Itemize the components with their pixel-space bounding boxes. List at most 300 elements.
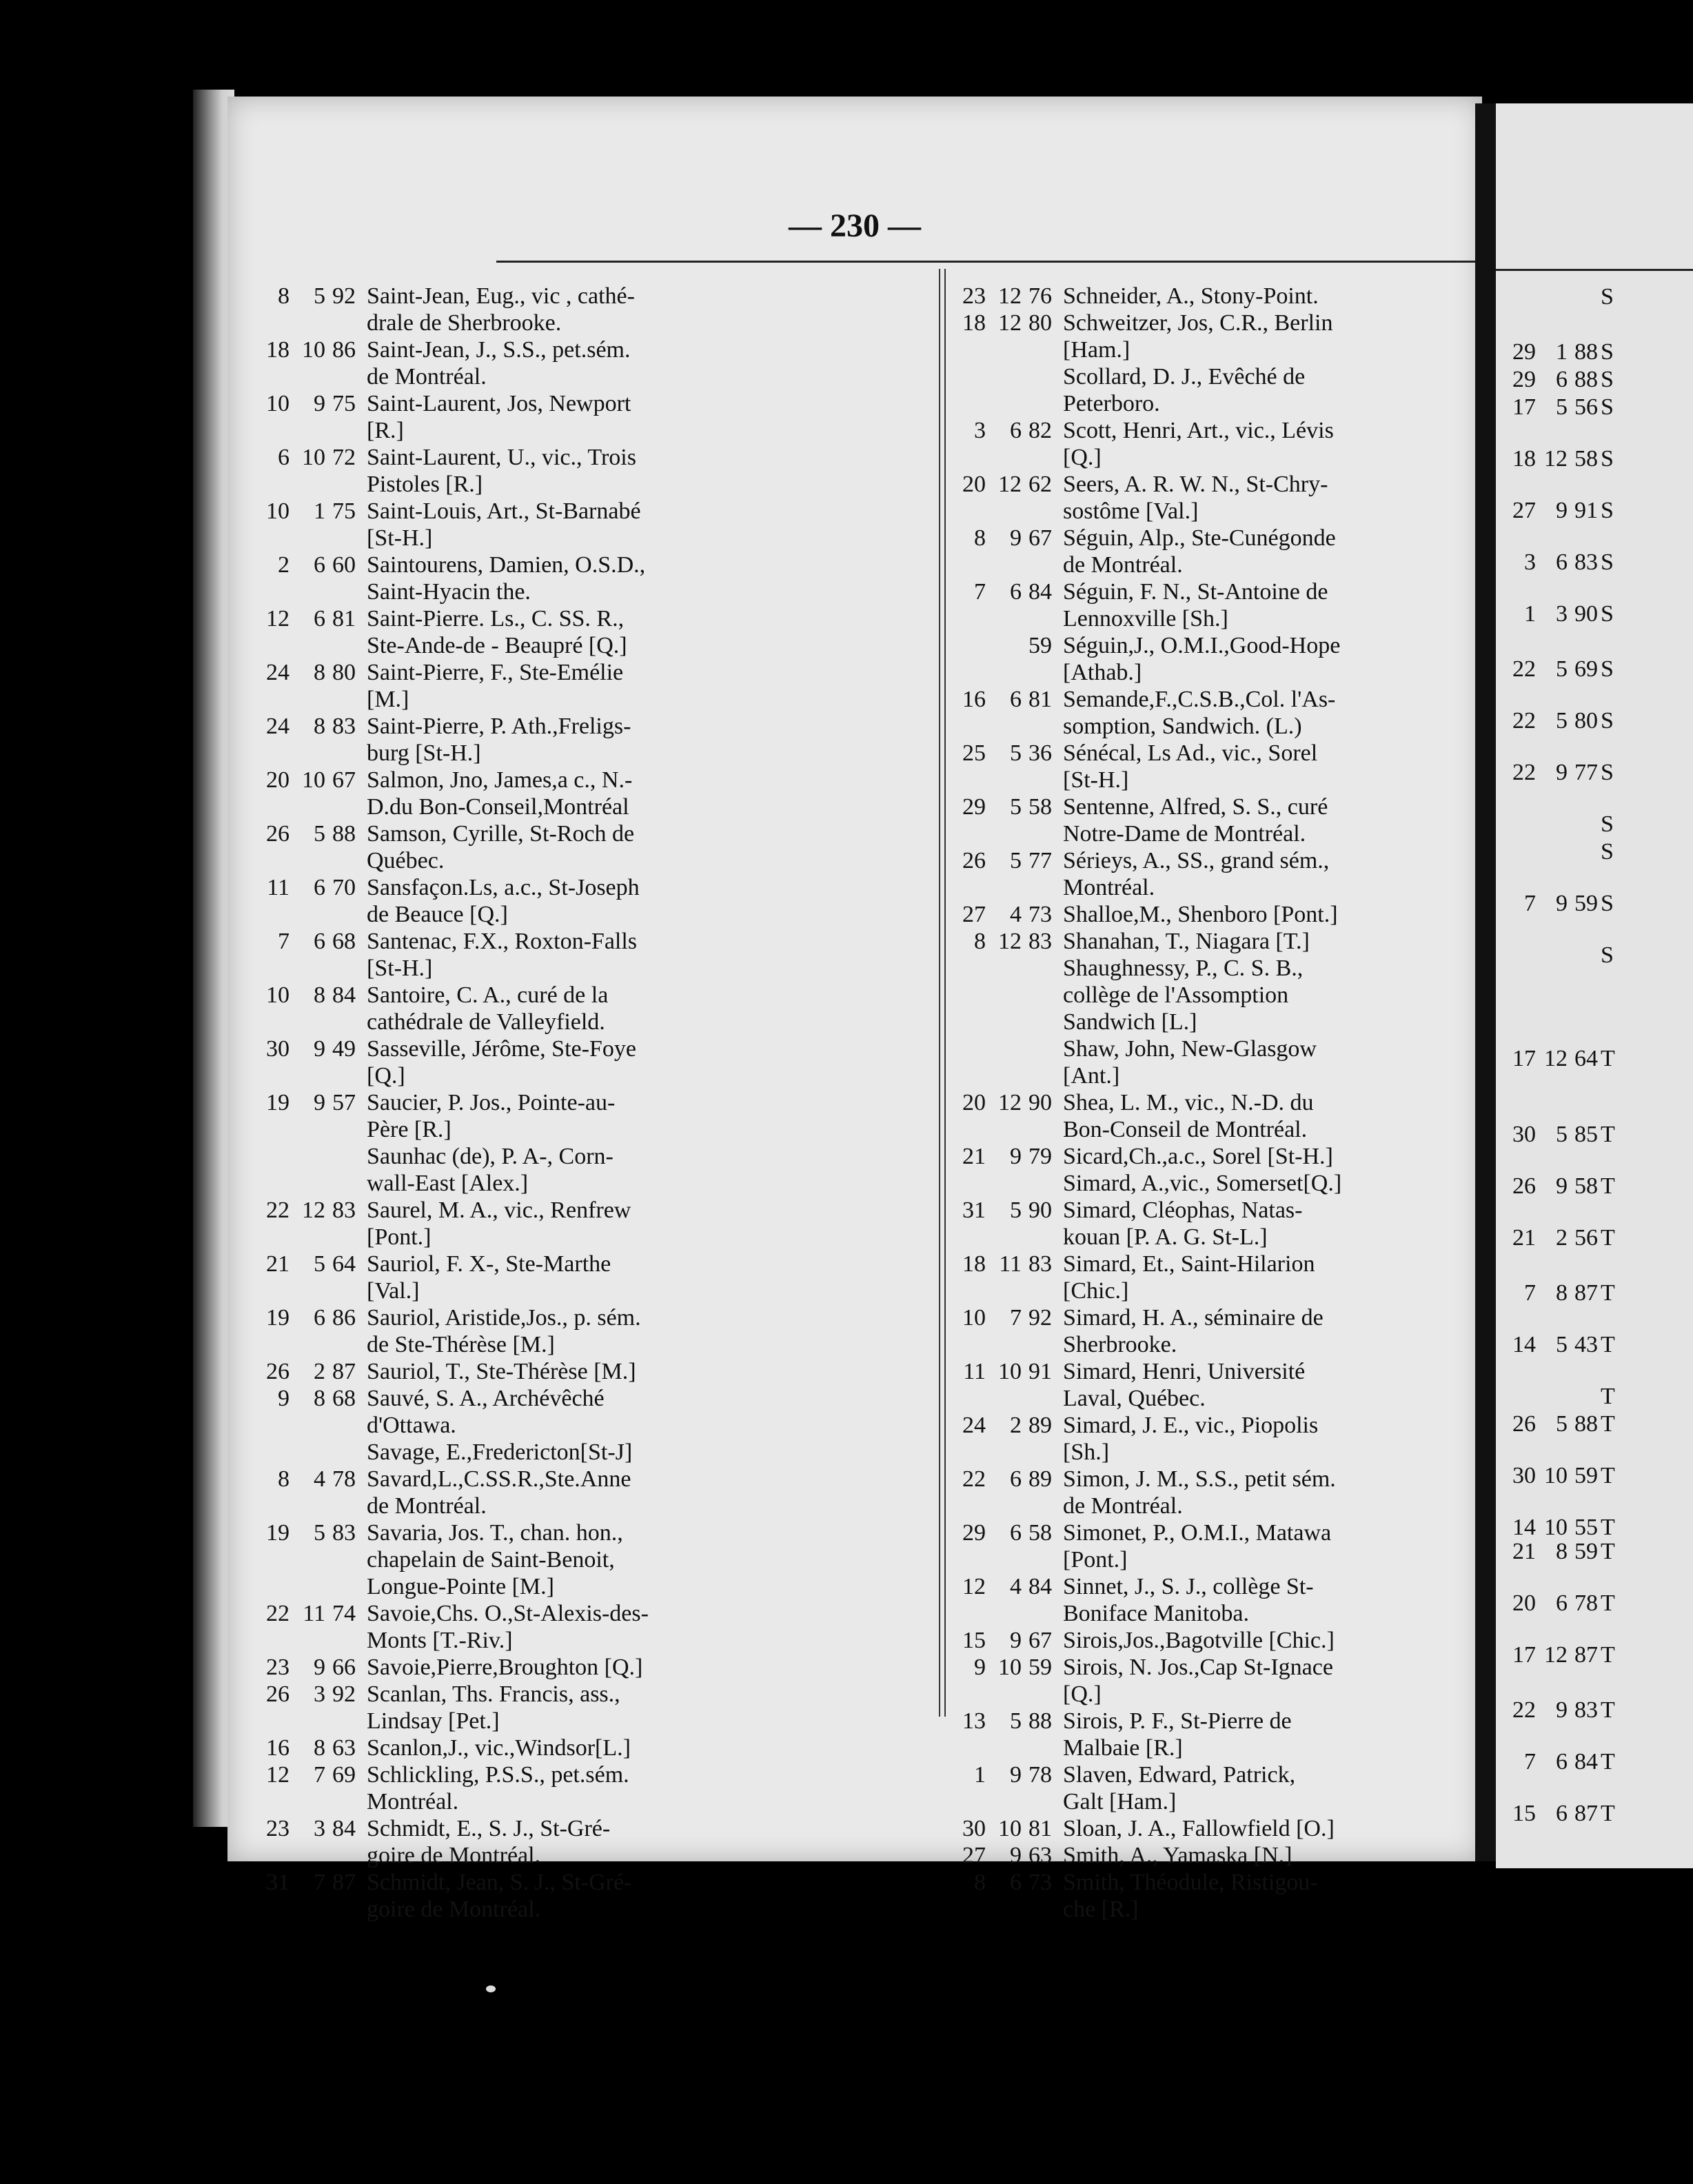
left-column (255, 283, 725, 1923)
entry-numbers (255, 605, 356, 632)
entry-number-n1: 18 (962, 1251, 986, 1277)
adjacent-page-cell: 88 (1574, 339, 1598, 365)
adjacent-page-cell (1536, 284, 1568, 310)
adjacent-page-row (1503, 1801, 1621, 1827)
entry-number-n2: 5 (314, 1251, 325, 1277)
entry-numbers (951, 901, 1052, 928)
adjacent-page-cell: 6 (1556, 367, 1568, 392)
entry-text: Sauvé, S. A., Archévêché d'Ottawa. (367, 1386, 605, 1438)
adjacent-page-row (1503, 1280, 1621, 1306)
list-item (255, 552, 725, 605)
list-item (255, 1251, 725, 1304)
entry-number-n2: 1 (314, 498, 325, 524)
list-item (951, 1170, 1421, 1197)
entry-number-n3: 84 (1028, 579, 1052, 605)
entry-number-n3: 80 (1028, 310, 1052, 336)
adjacent-page-cell: 5 (1556, 656, 1568, 682)
list-item (951, 578, 1421, 632)
entry-number-n1: 3 (974, 418, 986, 443)
adjacent-page-cell: 8 (1556, 1539, 1568, 1564)
entry-number-n1: 7 (278, 929, 290, 954)
list-item (255, 659, 725, 713)
list-item (255, 336, 725, 390)
entry-number-n2: 9 (1010, 1762, 1022, 1788)
list-item (951, 928, 1421, 955)
entry-numbers (951, 632, 1052, 659)
entry-text: Savage, E.,Fredericton[St-J] (367, 1439, 633, 1465)
adjacent-page-cell: S (1601, 760, 1614, 785)
adjacent-page-cell: 55 (1574, 1515, 1598, 1540)
entry-number-n2: 6 (314, 929, 325, 954)
adjacent-page-cell: 6 (1556, 1590, 1568, 1616)
adjacent-page-cell: S (1601, 839, 1614, 865)
entry-text: Séguin, F. N., St-Antoine de Lennoxville [Sh.] (1063, 579, 1328, 631)
adjacent-page-cell: T (1601, 1046, 1615, 1071)
entry-numbers (951, 1143, 1052, 1170)
entry-number-n1: 23 (266, 1816, 290, 1841)
adjacent-page-cell: 5 (1556, 1332, 1568, 1357)
adjacent-page-cell: S (1601, 891, 1614, 916)
entry-numbers (255, 767, 356, 793)
entry-number-n2: 5 (314, 283, 325, 309)
entry-text: Schmidt, E., S. J., St-Gré- goire de Montréal. (367, 1816, 611, 1868)
entry-text: Smith, Théodule, Ristigou- che [R.] (1063, 1870, 1318, 1922)
entry-numbers (255, 1197, 356, 1224)
adjacent-page-row (1503, 1046, 1621, 1072)
entry-text: Shanahan, T., Niagara [T.] (1063, 929, 1310, 954)
entry-number-n1: 31 (266, 1870, 290, 1895)
adjacent-page-cell: S (1601, 549, 1614, 575)
entry-text: Sasseville, Jérôme, Ste-Foye [Q.] (367, 1036, 636, 1089)
entry-number-n2: 5 (314, 1520, 325, 1546)
entry-number-n3: 86 (332, 1305, 356, 1331)
entry-number-n1: 20 (962, 472, 986, 497)
entry-number-n3: 58 (1028, 1520, 1052, 1546)
entry-number-n3: 67 (1028, 525, 1052, 551)
entry-number-n2: 12 (302, 1197, 325, 1223)
entry-number-n3: 64 (332, 1251, 356, 1277)
list-item (951, 1842, 1421, 1869)
entry-text: Simard, Henri, Université Laval, Québec. (1063, 1359, 1306, 1411)
entry-number-n3: 84 (332, 1816, 356, 1841)
entry-number-n2: 4 (314, 1466, 325, 1492)
entry-text: Sauriol, Aristide,Jos., p. sém. de Ste-Thérèse [M.] (367, 1305, 641, 1357)
entry-numbers (951, 1708, 1052, 1735)
entry-number-n3: 83 (1028, 1251, 1052, 1277)
entry-number-n1: 27 (962, 1843, 986, 1868)
entry-text: Sauriol, T., Ste-Thérèse [M.] (367, 1359, 636, 1384)
entry-number-n3: 92 (332, 283, 356, 309)
adjacent-page-cell (1536, 942, 1568, 969)
entry-number-n3: 81 (332, 606, 356, 631)
adjacent-page-cell: T (1601, 1642, 1615, 1668)
entry-number-n3: 72 (332, 445, 356, 470)
adjacent-page-row (1503, 839, 1621, 865)
entry-numbers (255, 1251, 356, 1277)
page-speck (486, 1985, 496, 1992)
entry-number-n3: 57 (332, 1090, 356, 1115)
adjacent-page-cell: 9 (1556, 498, 1568, 523)
entry-numbers (255, 982, 356, 1009)
adjacent-page-cell (1568, 1384, 1598, 1410)
entry-text: Saint-Pierre, F., Ste-Emélie [M.] (367, 660, 624, 712)
adjacent-page-row (1503, 1411, 1621, 1437)
entry-number-n3: 90 (1028, 1090, 1052, 1115)
entry-number-n2: 11 (999, 1251, 1022, 1277)
entry-number-n1: 29 (962, 1520, 986, 1546)
entry-text: Scanlan, Ths. Francis, ass., Lindsay [Pet.] (367, 1681, 620, 1734)
adjacent-page-cell: S (1601, 811, 1614, 837)
entry-numbers (255, 444, 356, 471)
adjacent-page-cell: T (1601, 1122, 1615, 1147)
entry-numbers (255, 928, 356, 955)
adjacent-page-row (1503, 601, 1621, 627)
entry-text: Smith, A., Yamaska [N.] (1063, 1843, 1292, 1868)
adjacent-page-cell: 22 (1512, 656, 1536, 682)
entry-number-n2: 7 (314, 1870, 325, 1895)
entry-numbers (255, 713, 356, 740)
entry-number-n3: 84 (332, 982, 356, 1008)
entry-number-n1: 23 (962, 283, 986, 309)
adjacent-page-cell: 8 (1556, 1280, 1568, 1306)
entry-number-n3: 59 (1028, 633, 1052, 658)
entry-number-n1: 16 (266, 1735, 290, 1761)
list-item (255, 1439, 725, 1466)
list-item (951, 632, 1421, 686)
entry-number-n1: 29 (962, 794, 986, 820)
entry-number-n3: 83 (332, 1197, 356, 1223)
list-item (255, 1304, 725, 1358)
adjacent-page-cell: 9 (1556, 891, 1568, 916)
adjacent-page-cell: 78 (1574, 1590, 1598, 1616)
entry-numbers (951, 1869, 1052, 1896)
adjacent-page-row (1503, 1225, 1621, 1251)
adjacent-page-row (1503, 891, 1621, 917)
adjacent-page-cell: 87 (1574, 1801, 1598, 1826)
header-rule (496, 261, 1475, 263)
adjacent-page-row (1503, 339, 1621, 365)
entry-numbers (255, 1869, 356, 1896)
entry-number-n3: 66 (332, 1655, 356, 1680)
adjacent-page-cell: 22 (1512, 1697, 1536, 1723)
entry-number-n2: 8 (314, 982, 325, 1008)
adjacent-page-cell: 85 (1574, 1122, 1598, 1147)
entry-number-n1: 10 (266, 498, 290, 524)
entry-number-n1: 20 (266, 767, 290, 793)
adjacent-page-cell (1536, 1384, 1568, 1410)
entry-number-n3: 70 (332, 875, 356, 900)
adjacent-page-cell: 7 (1524, 1749, 1536, 1775)
entry-text: Sicard,Ch.,a.c., Sorel [St-H.] (1063, 1144, 1333, 1169)
adjacent-page-cell: 6 (1556, 549, 1568, 575)
adjacent-page-cell: 9 (1556, 760, 1568, 785)
entry-numbers (951, 1304, 1052, 1331)
entry-number-n2: 5 (1010, 794, 1022, 820)
entry-text: Shaw, John, New-Glasgow [Ant.] (1063, 1036, 1317, 1089)
entry-numbers (951, 847, 1052, 874)
adjacent-page-row (1503, 1642, 1621, 1668)
list-item (951, 1654, 1421, 1708)
entry-number-n1: 23 (266, 1655, 290, 1680)
adjacent-page-cell: 2 (1556, 1225, 1568, 1251)
adjacent-page-cell: T (1601, 1590, 1615, 1616)
entry-number-n2: 6 (1010, 1466, 1022, 1492)
entry-text: Scollard, D. J., Evêché de Peterboro. (1063, 364, 1306, 416)
list-item (951, 1089, 1421, 1143)
entry-number-n3: 74 (332, 1601, 356, 1626)
entry-text: Samson, Cyrille, St-Roch de Québec. (367, 821, 635, 873)
list-item (951, 1304, 1421, 1358)
list-item (255, 390, 725, 444)
entry-number-n3: 80 (332, 660, 356, 685)
entry-text: Saint-Jean, J., S.S., pet.sém. de Montréal. (367, 337, 631, 390)
adjacent-page-cell: T (1601, 1411, 1615, 1437)
entry-numbers (951, 1197, 1052, 1224)
entry-number-n2: 9 (1010, 525, 1022, 551)
entry-numbers (951, 417, 1052, 444)
adjacent-page-cell: 1 (1524, 601, 1536, 627)
adjacent-page-cell: 84 (1574, 1749, 1598, 1775)
entry-text: Saint-Laurent, U., vic., Trois Pistoles [R.] (367, 445, 636, 497)
adjacent-page-row (1503, 1332, 1621, 1358)
adjacent-page-cell: 58 (1574, 446, 1598, 472)
adjacent-page-row (1503, 284, 1621, 310)
entry-number-n3: 59 (1028, 1655, 1052, 1680)
list-item (951, 525, 1421, 578)
entry-numbers (255, 552, 356, 578)
adjacent-page-cell: 17 (1512, 1046, 1536, 1071)
entry-numbers (255, 283, 356, 310)
entry-text: Shea, L. M., vic., N.-D. du Bon-Conseil de Montréal. (1063, 1090, 1314, 1142)
adjacent-page-cell: 56 (1574, 394, 1598, 420)
adjacent-page-cell: 64 (1574, 1046, 1598, 1071)
entry-number-n1: 12 (266, 1762, 290, 1788)
list-item (255, 283, 725, 336)
entry-number-n3: 81 (1028, 687, 1052, 712)
adjacent-page-cell: S (1601, 498, 1614, 523)
entry-number-n1: 6 (278, 445, 290, 470)
list-item (951, 471, 1421, 525)
entry-number-n1: 21 (266, 1251, 290, 1277)
entry-text: Simard, Cléophas, Natas- kouan [P. A. G. St-L.] (1063, 1197, 1303, 1250)
entry-number-n3: 83 (332, 714, 356, 739)
adjacent-page-cell: 10 (1544, 1463, 1568, 1488)
list-item (951, 1573, 1421, 1627)
entry-numbers (255, 498, 356, 525)
entry-number-n3: 86 (332, 337, 356, 363)
entry-number-n1: 7 (974, 579, 986, 605)
list-item (951, 1708, 1421, 1761)
entry-numbers (255, 1089, 356, 1116)
entry-text: Simon, J. M., S.S., petit sém. de Montréal. (1063, 1466, 1336, 1519)
entry-numbers (951, 1519, 1052, 1546)
entry-text: Sénécal, Ls Ad., vic., Sorel [St-H.] (1063, 740, 1318, 793)
entry-text: Schweitzer, Jos, C.R., Berlin [Ham.] (1063, 310, 1333, 363)
adjacent-page-row (1503, 760, 1621, 786)
entry-number-n1: 15 (962, 1628, 986, 1653)
adjacent-page-cell: 5 (1556, 1411, 1568, 1437)
adjacent-page-cell: 5 (1556, 708, 1568, 734)
entry-number-n1: 8 (278, 283, 290, 309)
entry-text: Simard, A.,vic., Somerset[Q.] (1063, 1171, 1342, 1196)
adjacent-page-cell: 69 (1574, 656, 1598, 682)
entry-numbers (255, 1466, 356, 1493)
entry-number-n1: 22 (266, 1197, 290, 1223)
adjacent-page-cell: 15 (1512, 1801, 1536, 1826)
entry-numbers (951, 740, 1052, 767)
entry-text: Shalloe,M., Shenboro [Pont.] (1063, 902, 1338, 927)
entry-text: Saurel, M. A., vic., Renfrew [Pont.] (367, 1197, 631, 1250)
adjacent-page-cell (1503, 1384, 1536, 1410)
entry-number-n3: 87 (332, 1359, 356, 1384)
entry-text: Slaven, Edward, Patrick, Galt [Ham.] (1063, 1762, 1296, 1814)
adjacent-page-cell: 14 (1512, 1332, 1536, 1357)
list-item (255, 1869, 725, 1923)
list-item (951, 1035, 1421, 1089)
entry-number-n3: 69 (332, 1762, 356, 1788)
entry-number-n1: 10 (962, 1305, 986, 1331)
entry-numbers (255, 1681, 356, 1708)
entry-number-n1: 31 (962, 1197, 986, 1223)
entry-number-n3: 81 (1028, 1816, 1052, 1841)
entry-number-n2: 7 (1010, 1305, 1022, 1331)
entry-numbers (951, 578, 1052, 605)
list-item (951, 793, 1421, 847)
adjacent-page-cell: 9 (1556, 1173, 1568, 1199)
list-item (255, 928, 725, 982)
entry-number-n3: 75 (332, 391, 356, 416)
list-item (951, 283, 1421, 310)
entry-number-n1: 11 (963, 1359, 986, 1384)
adjacent-page-cell: T (1601, 1384, 1615, 1409)
adjacent-page-cell: 88 (1574, 1411, 1598, 1437)
entry-number-n3: 84 (1028, 1574, 1052, 1599)
adjacent-page-cell: 5 (1556, 1122, 1568, 1147)
entry-number-n2 (986, 632, 1022, 659)
list-item (255, 1035, 725, 1089)
adjacent-page-cell (1503, 942, 1536, 969)
list-item (255, 1735, 725, 1761)
list-item (951, 1815, 1421, 1842)
entry-numbers (951, 1251, 1052, 1277)
entry-numbers (255, 1735, 356, 1761)
adjacent-page-cell: T (1601, 1225, 1615, 1251)
list-item (255, 1654, 725, 1681)
adjacent-page-cell: 59 (1574, 891, 1598, 916)
entry-number-n2: 4 (1010, 1574, 1022, 1599)
list-item (951, 1761, 1421, 1815)
adjacent-page-cell: 59 (1574, 1463, 1598, 1488)
entry-text: Savard,L.,C.SS.R.,Ste.Anne de Montréal. (367, 1466, 631, 1519)
entry-number-n3: 36 (1028, 740, 1052, 766)
entry-number-n2: 7 (314, 1762, 325, 1788)
entry-number-n1: 16 (962, 687, 986, 712)
entry-text: Schmidt, Jean, S. J., St-Gré- goire de Montréal. (367, 1870, 632, 1922)
entry-number-n3: 82 (1028, 418, 1052, 443)
adjacent-page-cell: 90 (1574, 601, 1598, 627)
entry-text: Saintourens, Damien, O.S.D., Saint-Hyacin the. (367, 552, 646, 605)
entry-text: Salmon, Jno, James,a c., N.- D.du Bon-Conseil,Montréal (367, 767, 633, 820)
entry-number-n1: 10 (266, 391, 290, 416)
adjacent-page-cell (1503, 284, 1536, 310)
adjacent-page-cell: S (1601, 284, 1614, 310)
entry-text: Saunhac (de), P. A-, Corn- wall-East [Alex.] (367, 1144, 614, 1196)
entry-text: Seers, A. R. W. N., St-Chry- sostôme [Val.] (1063, 472, 1328, 524)
entry-number-n2: 9 (1010, 1628, 1022, 1653)
entry-text: Simonet, P., O.M.I., Matawa [Pont.] (1063, 1520, 1332, 1573)
adjacent-page-cell: 21 (1512, 1539, 1536, 1564)
entry-numbers (951, 471, 1052, 498)
entry-number-n2: 6 (1010, 1870, 1022, 1895)
adjacent-page-cell: 83 (1574, 549, 1598, 575)
entry-number-n2: 5 (1010, 740, 1022, 766)
entry-number-n3: 89 (1028, 1466, 1052, 1492)
entry-text: Sirois, P. F., St-Pierre de Malbaie [R.] (1063, 1708, 1292, 1761)
adjacent-page-row (1503, 656, 1621, 682)
entry-number-n2: 4 (1010, 902, 1022, 927)
entry-text: Saucier, P. Jos., Pointe-au- Père [R.] (367, 1090, 616, 1142)
adjacent-page-cell: T (1601, 1749, 1615, 1775)
entry-number-n2: 8 (314, 1735, 325, 1761)
entry-numbers (951, 1466, 1052, 1493)
list-item (951, 1358, 1421, 1412)
adjacent-page-row (1503, 811, 1621, 838)
entry-numbers (951, 1089, 1052, 1116)
entry-number-n2: 9 (1010, 1144, 1022, 1169)
list-item (951, 1627, 1421, 1654)
list-item (255, 1358, 725, 1385)
entry-number-n2: 8 (314, 660, 325, 685)
column-divider (939, 269, 940, 1717)
adjacent-page-cell: 56 (1574, 1225, 1598, 1251)
entry-number-n2: 9 (314, 1655, 325, 1680)
entry-number-n1: 30 (266, 1036, 290, 1062)
adjacent-page-cell (1568, 942, 1598, 969)
list-item (255, 1197, 725, 1251)
list-item (951, 363, 1421, 417)
entry-text: Schneider, A., Stony-Point. (1063, 283, 1319, 309)
adjacent-page-row (1503, 708, 1621, 734)
list-item (951, 901, 1421, 928)
adjacent-page-cell: 30 (1512, 1122, 1536, 1147)
entry-number-n1: 9 (974, 1655, 986, 1680)
entry-text: Saint-Pierre, P. Ath.,Freligs- burg [St-H.] (367, 714, 631, 766)
entry-number-n2: 6 (1010, 418, 1022, 443)
adjacent-page-cell: 22 (1512, 708, 1536, 734)
adjacent-page-cell: 27 (1512, 498, 1536, 523)
entry-text: Scott, Henri, Art., vic., Lévis [Q.] (1063, 418, 1334, 470)
entry-number-n3: 73 (1028, 1870, 1052, 1895)
entry-numbers (255, 659, 356, 686)
adjacent-page-cell (1503, 811, 1536, 838)
entry-number-n3: 68 (332, 929, 356, 954)
adjacent-page-row (1503, 1384, 1621, 1410)
entry-number-n2: 10 (302, 767, 325, 793)
entry-number-n3: 68 (332, 1386, 356, 1411)
entry-text: Simard, J. E., vic., Piopolis [Sh.] (1063, 1413, 1319, 1465)
entry-number-n3: 79 (1028, 1144, 1052, 1169)
entry-text: Sentenne, Alfred, S. S., curé Notre-Dame de Montréal. (1063, 794, 1328, 847)
entry-number-n2: 3 (314, 1816, 325, 1841)
entry-numbers (255, 1654, 356, 1681)
entry-number-n1: 8 (278, 1466, 290, 1492)
adjacent-page-cell: 7 (1524, 1280, 1536, 1306)
entry-number-n2: 8 (314, 714, 325, 739)
adjacent-page-row (1503, 1697, 1621, 1723)
entry-text: Saint-Louis, Art., St-Barnabé [St-H.] (367, 498, 641, 551)
entry-number-n3: 60 (332, 552, 356, 578)
entry-number-n1: 2 (278, 552, 290, 578)
